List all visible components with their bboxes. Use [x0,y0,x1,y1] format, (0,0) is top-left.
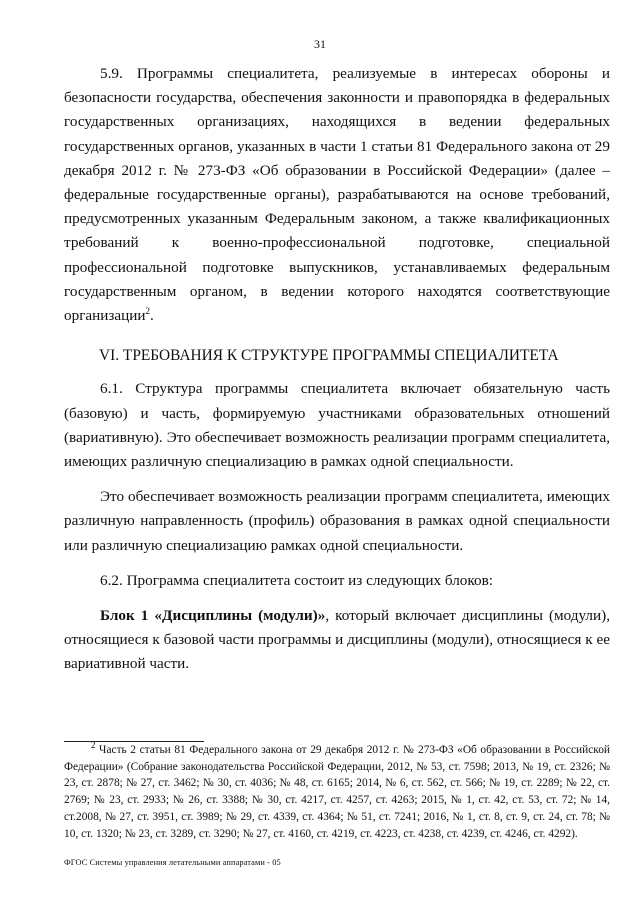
paragraph-6-2: 6.2. Программа специалитета состоит из следующих блоков: [100,571,493,589]
block-1-title: Блок 1 «Дисциплины (модули)» [100,607,326,625]
section-heading: VI. ТРЕБОВАНИЯ К СТРУКТУРЕ ПРОГРАММЫ СПЕЦИАЛИТЕТА [99,347,559,365]
footnote-marker: 2 [91,740,96,751]
footnote-ref[interactable]: 2 [145,305,151,316]
page-number: 31 [314,37,326,51]
block-1-text: , который включает дисциплины (модули), относящиеся к базовой части программы и дисциплины (модули), относящиеся к ее вариативной части. [64,607,610,673]
footnote-text: Часть 2 статьи 81 Федерального закона от 29 декабря 2012 г. № 273-ФЗ «Об образовании в Российской Федерации» (Собрание законодательства Российской Федерации, 2012, № 53, ст. 7598; 2013, № 19, ст. 2326; № 23, ст. 2878; № 27, ст. 3462; № 30, ст. 4036; № 48, ст. 6165; 2014, № 6, ст. 562, ст. 566; № 19, ст. 2289; № 22, ст. 2769; № 23, ст. 2933; № 26, ст. 3388; № 30, ст. 4217, ст. 4257, ст. 4263; 2015, № 1, ст. 42, ст. 53, ст. 72; № 14, ст.2008, № 27, ст. 3951, ст. 3989; № 29, ст. 4339, ст. 4364; № 51, ст. 7241; 2016, № 1, ст. 8, ст. 9, ст. 24, ст. 78; № 10, ст. 1320; № 23, ст. 3289, ст. 3290; № 27, ст. 4160, ст. 4219, ст. 4223, ст. 4238, ст. 4239, ст. 4246, ст. 4292). [64,744,610,840]
paragraph-extra: Это обеспечивает возможность реализации программ специалитета, имеющих различную направленность (профиль) образования в рамках одной специальности или различную специализацию рамках одной специальности. [64,488,610,554]
paragraph-5-9-end: . [150,307,154,325]
footnote [64,742,610,842]
paragraph-block-1 [64,604,610,677]
paragraph-5-9 [64,62,610,328]
document-body [64,62,610,677]
page-footer: ФГОС Системы управления летательными аппаратами - 05 [64,858,281,867]
paragraph-5-9-text: 5.9. Программы специалитета, реализуемые в интересах обороны и безопасности государства, обеспечения законности и правопорядка в федеральных государственных организациях, находящихся в ведении федеральных государственных органов, указанных в части 1 статьи 81 Федерального закона от 29 декабря 2012 г. № 273-ФЗ «Об образовании в Российской Федерации» (далее – федеральные государственные органы), разрабатываются на основе требований, предусмотренных указанным Федеральным законом, а также квалификационных требований к военно-профессиональной подготовке, специальной профессиональной подготовке выпускников, устанавливаемых федеральным государственным органом, в ведении которого находятся соответствующие организации [64,65,610,325]
paragraph-6-1: 6.1. Структура программы специалитета включает обязательную часть (базовую) и часть, формируемую участниками образовательных отношений (вариативную). Это обеспечивает возможность реализации программ специалитета, имеющих различную специализацию в рамках одной специальности. [64,380,610,471]
